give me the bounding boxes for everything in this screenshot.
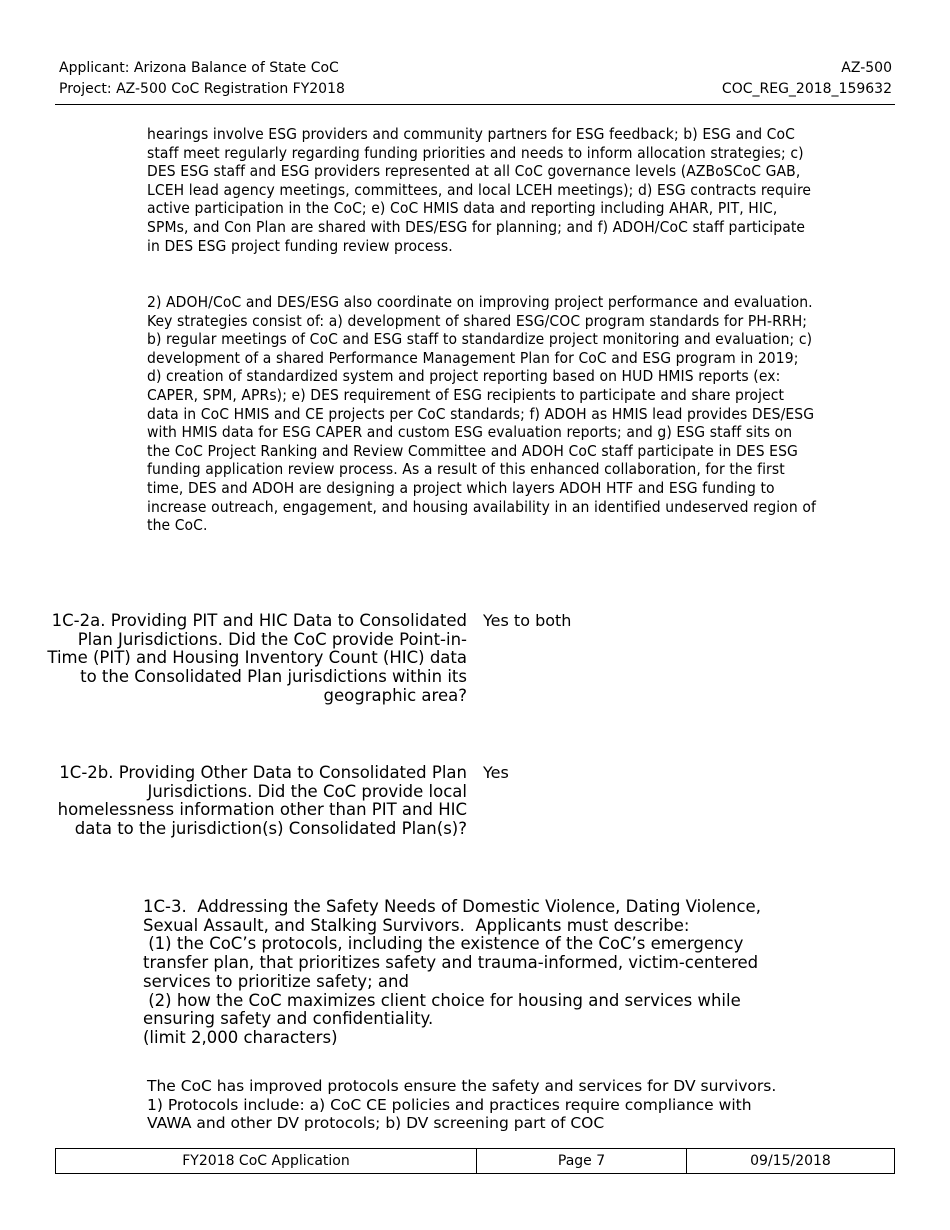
header-divider	[55, 104, 895, 105]
continued-answer-paragraph: hearings involve ESG providers and community partners for ESG feedback; b) ESG and CoC staff meet regularly regarding funding priorities and needs to inform allocation strategies; c) DES ESG staff and ESG providers represented at all CoC governance levels (AZBoSCoC GAB, LCEH lead agency meetings, committees, and local LCEH meetings); d) ESG contracts require active participation in the CoC; e) CoC HMIS data and reporting including AHAR, PIT, HIC, SPMs, and Con Plan are shared with DES/ESG for planning; and f) ADOH/CoC staff participate in DES ESG project funding review process.	[147, 125, 812, 255]
project-name: Project: AZ-500 CoC Registration FY2018	[59, 81, 345, 97]
question-1c-3: 1C-3. Addressing the Safety Needs of Domestic Violence, Dating Violence, Sexual Assault, and Stalking Survivors. Applicants must describe: (1) the CoC’s protocols, including the existence of the CoC’s emergency transfer plan, that prioritizes safety and trauma-informed, victim-centered services to prioritize safety; and (2) how the CoC maximizes client choice for housing and services while ensuring safety and confidentiality. (limit 2,000 characters)	[143, 897, 761, 1047]
page-footer	[55, 1148, 895, 1174]
question-1c-2a: 1C-2a. Providing PIT and HIC Data to Consolidated Plan Jurisdictions. Did the CoC provide Point-in-Time (PIT) and Housing Inventory Count (HIC) data to the Consolidated Plan jurisdictions within its geographic area?	[47, 611, 467, 705]
coc-number: AZ-500	[841, 60, 892, 76]
header-right	[722, 58, 892, 100]
answer-1c-2a: Yes to both	[483, 611, 572, 630]
registration-id: COC_REG_2018_159632	[721, 81, 892, 97]
footer-date: 09/15/2018	[750, 1153, 831, 1169]
footer-page-number: Page 7	[477, 1149, 687, 1173]
question-1c-2b: 1C-2b. Providing Other Data to Consolidated Plan Jurisdictions. Did the CoC provide local homelessness information other than PIT and HIC data to the jurisdiction(s) Consolidated Plan(s)?	[57, 763, 467, 839]
answer-paragraph-2: 2) ADOH/CoC and DES/ESG also coordinate on improving project performance and evaluation. Key strategies consist of: a) development of shared ESG/COC program standards for PH-RRH; b) regular meetings of CoC and ESG staff to standardize project monitoring and evaluation; c) development of a shared Performance Management Plan for CoC and ESG program in 2019; d) creation of standardized system and project reporting based on HUD HMIS reports (ex: CAPER, SPM, APRs); e) DES requirement of ESG recipients to participate and share project data in CoC HMIS and CE projects per CoC standards; f) ADOH as HMIS lead provides DES/ESG with HMIS data for ESG CAPER and custom ESG evaluation reports; and g) ESG staff sits on the CoC Project Ranking and Review Committee and ADOH CoC staff participate in DES ESG funding application review process. As a result of this enhanced collaboration, for the first time, DES and ADOH are designing a project which layers ADOH HTF and ESG funding to increase outreach, engagement, and housing availability in an identified undeserved region of the CoC.	[147, 293, 816, 535]
footer-application: FY2018 CoC Application	[56, 1149, 477, 1173]
applicant-name: Applicant: Arizona Balance of State CoC	[59, 60, 339, 76]
answer-1c-2b: Yes	[483, 763, 509, 782]
header-left	[59, 58, 345, 100]
answer-1c-3: The CoC has improved protocols ensure the safety and services for DV survivors. 1) Protocols include: a) CoC CE policies and practices require compliance with VAWA and other DV protocols; b) DV screening part of COC	[147, 1077, 777, 1133]
